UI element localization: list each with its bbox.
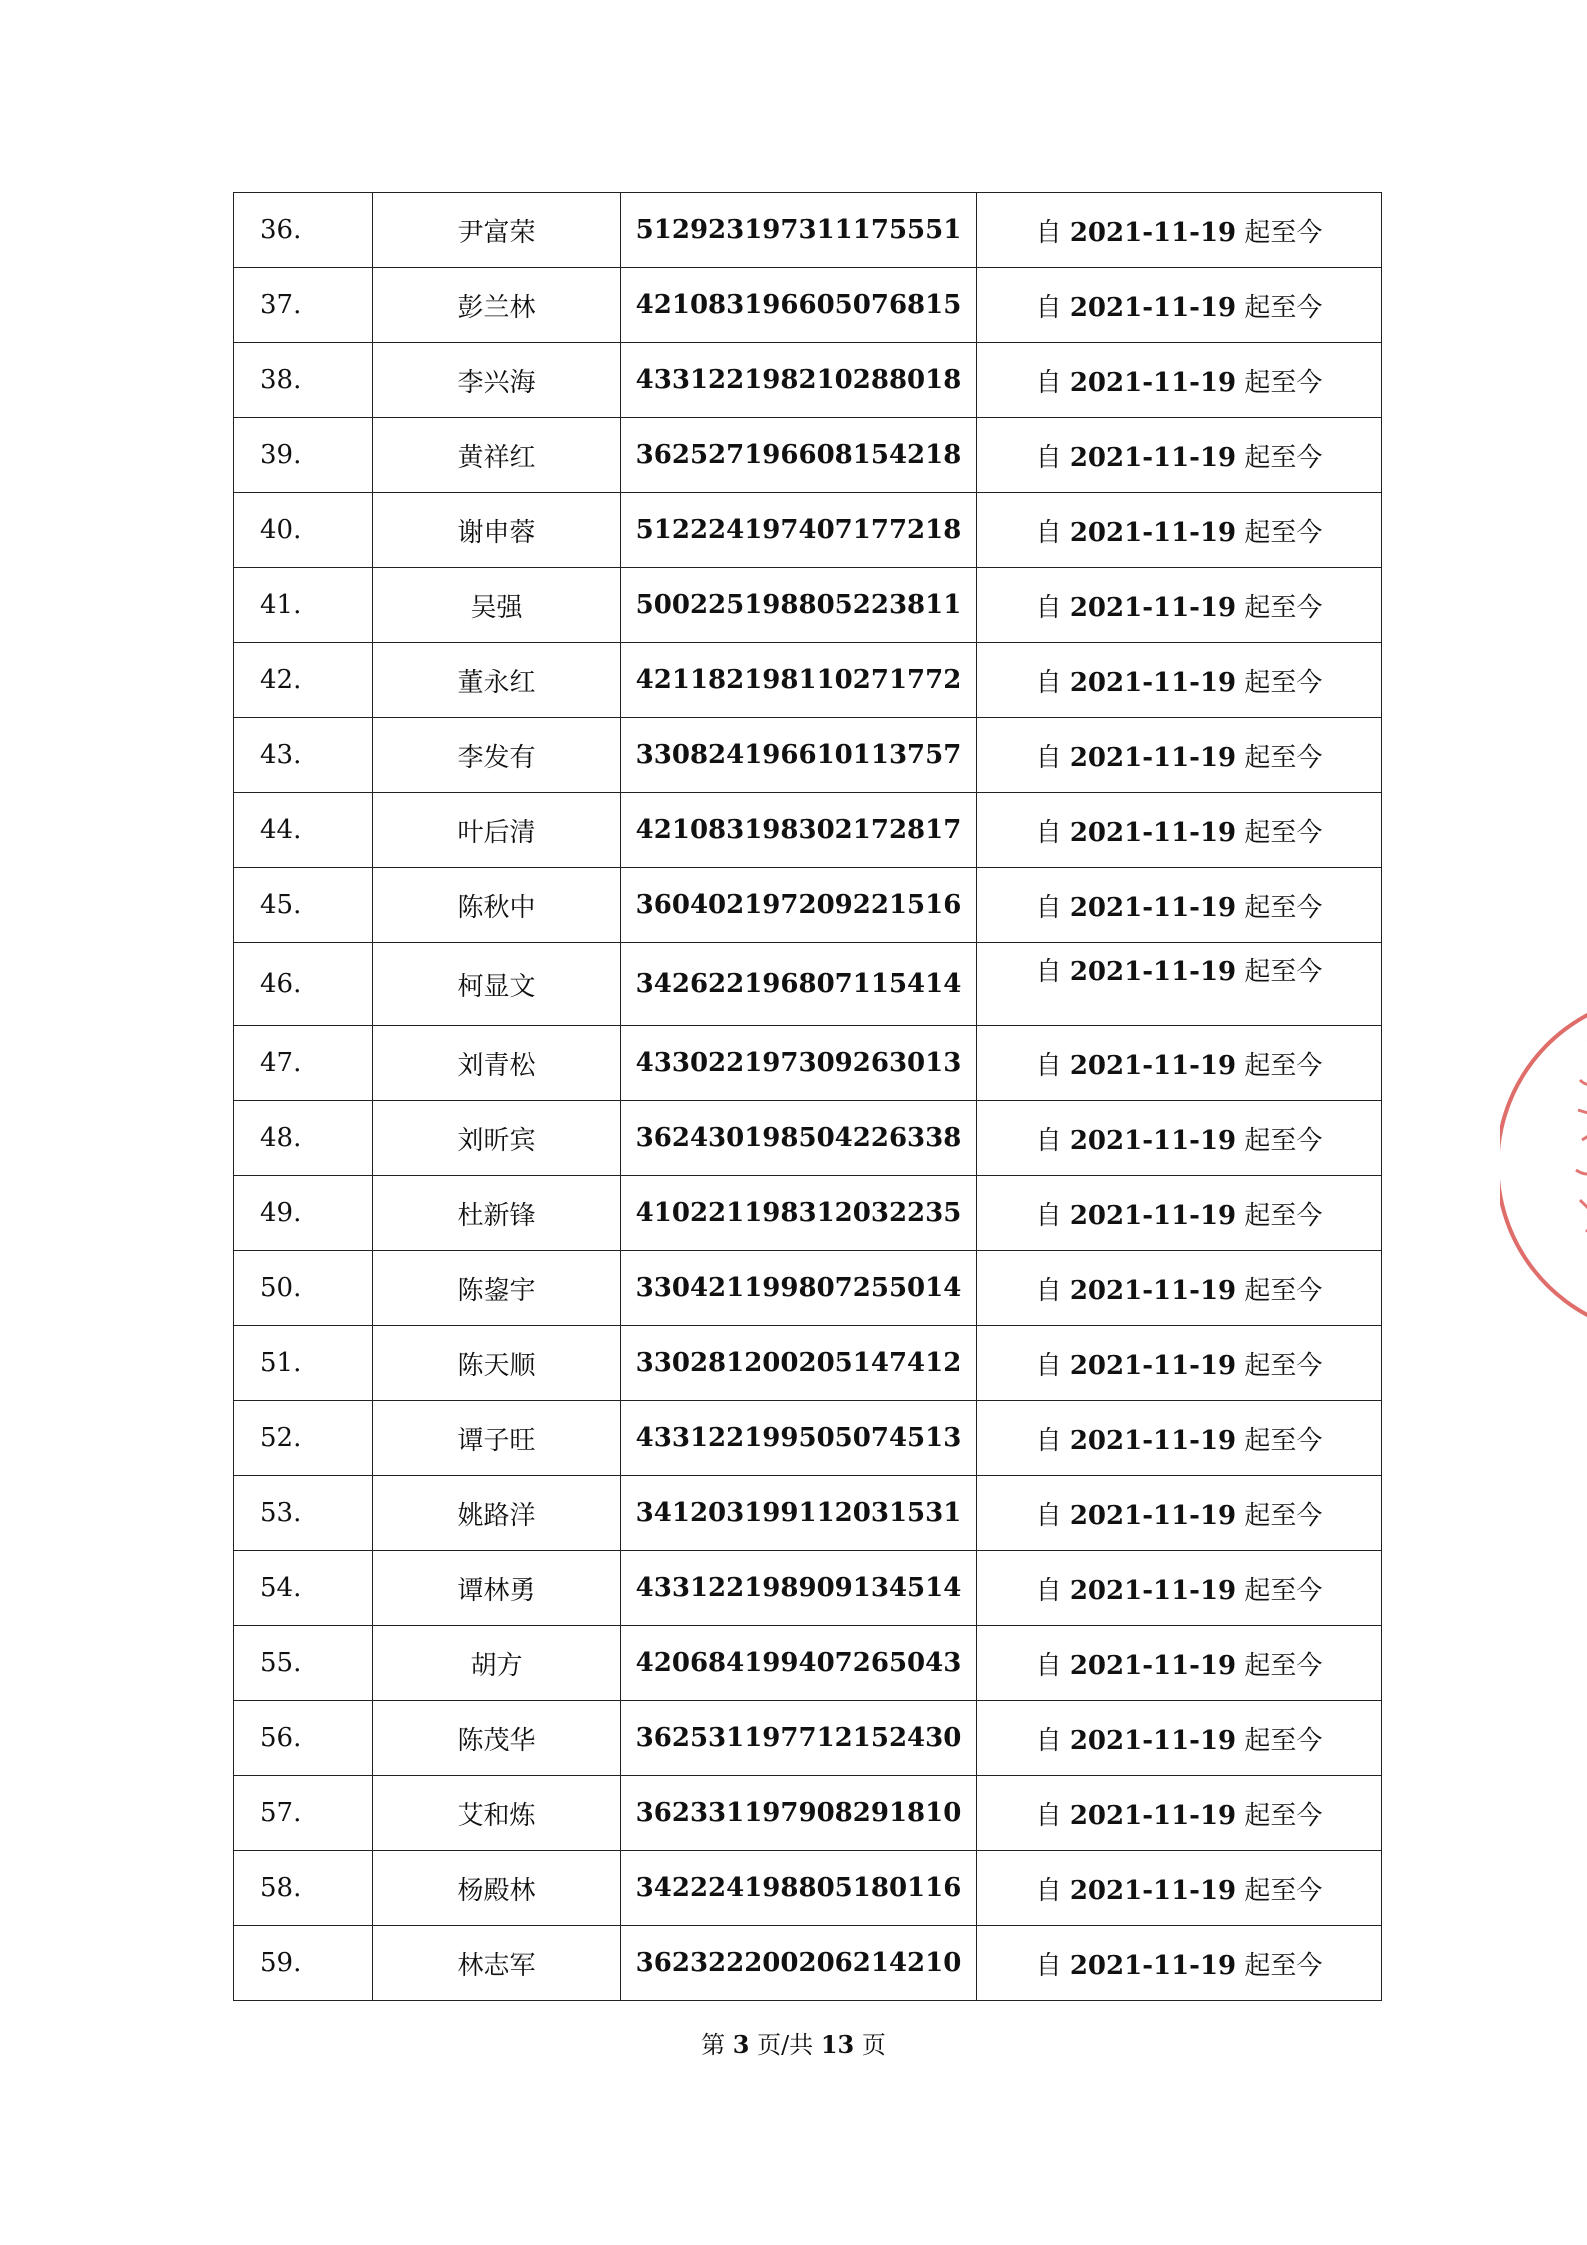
table-row	[234, 1701, 1382, 1776]
person-name: 陈鋆宇	[373, 1251, 621, 1326]
period-suffix: 起至今	[1244, 217, 1323, 248]
period-date: 2021-11-19	[1069, 442, 1237, 473]
id-number: 362322200206214210	[621, 1926, 977, 2001]
period-date: 2021-11-19	[1069, 1800, 1237, 1831]
period-prefix: 自	[1035, 1575, 1062, 1606]
period-suffix: 起至今	[1244, 517, 1323, 548]
person-name: 杨殿林	[373, 1851, 621, 1926]
page-footer	[0, 2025, 1587, 2060]
period-date: 2021-11-19	[1069, 1575, 1237, 1606]
period-date: 2021-11-19	[1069, 1050, 1237, 1081]
period-date: 2021-11-19	[1069, 742, 1237, 773]
person-name: 谢申蓉	[373, 493, 621, 568]
table-row	[234, 568, 1382, 643]
period-cell	[977, 1476, 1382, 1551]
period-suffix: 起至今	[1244, 1875, 1323, 1906]
table-row	[234, 193, 1382, 268]
period-suffix: 起至今	[1244, 1650, 1323, 1681]
row-number: 53.	[234, 1476, 373, 1551]
table-row	[234, 643, 1382, 718]
period-suffix: 起至今	[1244, 1725, 1323, 1756]
table-row	[234, 1626, 1382, 1701]
row-number: 55.	[234, 1626, 373, 1701]
id-number: 433122198210288018	[621, 343, 977, 418]
period-suffix: 起至今	[1244, 1500, 1323, 1531]
period-cell	[977, 1926, 1382, 2001]
table-row	[234, 1251, 1382, 1326]
period-suffix: 起至今	[1244, 1200, 1323, 1231]
id-number: 362430198504226338	[621, 1101, 977, 1176]
period-cell	[977, 493, 1382, 568]
period-date: 2021-11-19	[1069, 292, 1237, 323]
person-name: 柯显文	[373, 943, 621, 1026]
row-number: 44.	[234, 793, 373, 868]
person-name: 陈秋中	[373, 868, 621, 943]
person-name: 陈天顺	[373, 1326, 621, 1401]
period-suffix: 起至今	[1244, 1800, 1323, 1831]
row-number: 36.	[234, 193, 373, 268]
period-prefix: 自	[1035, 1275, 1062, 1306]
period-cell	[977, 1551, 1382, 1626]
period-date: 2021-11-19	[1069, 592, 1237, 623]
table-row	[234, 943, 1382, 1026]
row-number: 57.	[234, 1776, 373, 1851]
person-name: 尹富荣	[373, 193, 621, 268]
period-suffix: 起至今	[1244, 442, 1323, 473]
period-suffix: 起至今	[1244, 1575, 1323, 1606]
row-number: 58.	[234, 1851, 373, 1926]
period-suffix: 起至今	[1244, 1275, 1323, 1306]
period-cell	[977, 1101, 1382, 1176]
period-cell	[977, 1626, 1382, 1701]
person-name: 吴强	[373, 568, 621, 643]
period-cell	[977, 1251, 1382, 1326]
person-name: 谭林勇	[373, 1551, 621, 1626]
period-prefix: 自	[1035, 592, 1062, 623]
table-body	[234, 193, 1382, 2001]
period-date: 2021-11-19	[1069, 667, 1237, 698]
footer-middle: 页/共	[757, 2031, 814, 2059]
period-suffix: 起至今	[1244, 1350, 1323, 1381]
id-number: 342622196807115414	[621, 943, 977, 1026]
period-cell	[977, 868, 1382, 943]
person-name: 刘昕宾	[373, 1101, 621, 1176]
person-name: 胡方	[373, 1626, 621, 1701]
table-row	[234, 1101, 1382, 1176]
id-number: 362531197712152430	[621, 1701, 977, 1776]
table-row	[234, 1476, 1382, 1551]
person-name: 陈茂华	[373, 1701, 621, 1776]
table-row	[234, 418, 1382, 493]
period-date: 2021-11-19	[1069, 1275, 1237, 1306]
person-name: 林志军	[373, 1926, 621, 2001]
row-number: 39.	[234, 418, 373, 493]
row-number: 51.	[234, 1326, 373, 1401]
row-number: 49.	[234, 1176, 373, 1251]
period-prefix: 自	[1035, 892, 1062, 923]
period-cell	[977, 1401, 1382, 1476]
period-prefix: 自	[1035, 1425, 1062, 1456]
row-number: 41.	[234, 568, 373, 643]
row-number: 43.	[234, 718, 373, 793]
id-number: 330421199807255014	[621, 1251, 977, 1326]
table-row	[234, 1776, 1382, 1851]
period-date: 2021-11-19	[1069, 1425, 1237, 1456]
row-number: 50.	[234, 1251, 373, 1326]
row-number: 37.	[234, 268, 373, 343]
period-date: 2021-11-19	[1069, 1725, 1237, 1756]
period-cell	[977, 718, 1382, 793]
person-name: 姚路洋	[373, 1476, 621, 1551]
period-suffix: 起至今	[1244, 367, 1323, 398]
row-number: 46.	[234, 943, 373, 1026]
person-name: 董永红	[373, 643, 621, 718]
period-suffix: 起至今	[1244, 1125, 1323, 1156]
row-number: 38.	[234, 343, 373, 418]
footer-prefix: 第	[701, 2031, 726, 2059]
period-date: 2021-11-19	[1069, 892, 1237, 923]
footer-suffix: 页	[861, 2031, 886, 2059]
period-date: 2021-11-19	[1069, 367, 1237, 398]
person-name: 刘青松	[373, 1026, 621, 1101]
row-number: 59.	[234, 1926, 373, 2001]
row-number: 54.	[234, 1551, 373, 1626]
id-number: 330281200205147412	[621, 1326, 977, 1401]
period-date: 2021-11-19	[1069, 217, 1237, 248]
period-prefix: 自	[1035, 742, 1062, 773]
table-row	[234, 1026, 1382, 1101]
person-name: 艾和炼	[373, 1776, 621, 1851]
period-date: 2021-11-19	[1069, 1500, 1237, 1531]
period-cell	[977, 343, 1382, 418]
period-prefix: 自	[1035, 1125, 1062, 1156]
table-row	[234, 1926, 1382, 2001]
period-cell	[977, 793, 1382, 868]
table-row	[234, 1326, 1382, 1401]
table-row	[234, 718, 1382, 793]
period-cell	[977, 268, 1382, 343]
row-number: 56.	[234, 1701, 373, 1776]
period-prefix: 自	[1035, 957, 1062, 987]
period-suffix: 起至今	[1244, 817, 1323, 848]
period-prefix: 自	[1035, 1500, 1062, 1531]
period-cell	[977, 643, 1382, 718]
period-suffix: 起至今	[1244, 892, 1323, 923]
period-suffix: 起至今	[1244, 1425, 1323, 1456]
table-row	[234, 1176, 1382, 1251]
id-number: 330824196610113757	[621, 718, 977, 793]
period-suffix: 起至今	[1244, 592, 1323, 623]
person-name: 叶后清	[373, 793, 621, 868]
period-prefix: 自	[1035, 442, 1062, 473]
period-cell	[977, 1701, 1382, 1776]
row-number: 52.	[234, 1401, 373, 1476]
period-date: 2021-11-19	[1069, 1950, 1237, 1981]
period-prefix: 自	[1035, 1725, 1062, 1756]
period-cell	[977, 1176, 1382, 1251]
table-row	[234, 1851, 1382, 1926]
period-cell	[977, 193, 1382, 268]
period-cell	[977, 1326, 1382, 1401]
period-prefix: 自	[1035, 217, 1062, 248]
period-suffix: 起至今	[1244, 742, 1323, 773]
period-date: 2021-11-19	[1069, 1350, 1237, 1381]
period-date: 2021-11-19	[1069, 957, 1237, 987]
period-cell	[977, 943, 1382, 1026]
period-prefix: 自	[1035, 367, 1062, 398]
red-seal-stamp	[1500, 1000, 1587, 1330]
period-prefix: 自	[1035, 1350, 1062, 1381]
id-number: 421083196605076815	[621, 268, 977, 343]
row-number: 47.	[234, 1026, 373, 1101]
period-cell	[977, 418, 1382, 493]
row-number: 45.	[234, 868, 373, 943]
person-name: 谭子旺	[373, 1401, 621, 1476]
person-name: 李兴海	[373, 343, 621, 418]
period-prefix: 自	[1035, 517, 1062, 548]
table-row	[234, 343, 1382, 418]
period-date: 2021-11-19	[1069, 817, 1237, 848]
period-prefix: 自	[1035, 817, 1062, 848]
id-number: 421182198110271772	[621, 643, 977, 718]
id-number: 512923197311175551	[621, 193, 977, 268]
period-prefix: 自	[1035, 1650, 1062, 1681]
person-name: 彭兰林	[373, 268, 621, 343]
id-number: 433122198909134514	[621, 1551, 977, 1626]
id-number: 512224197407177218	[621, 493, 977, 568]
period-prefix: 自	[1035, 667, 1062, 698]
id-number: 410221198312032235	[621, 1176, 977, 1251]
period-date: 2021-11-19	[1069, 1200, 1237, 1231]
row-number: 42.	[234, 643, 373, 718]
period-suffix: 起至今	[1244, 957, 1323, 987]
table-row	[234, 868, 1382, 943]
id-number: 341203199112031531	[621, 1476, 977, 1551]
person-name: 杜新锋	[373, 1176, 621, 1251]
id-number: 362331197908291810	[621, 1776, 977, 1851]
period-prefix: 自	[1035, 1950, 1062, 1981]
period-cell	[977, 1776, 1382, 1851]
period-suffix: 起至今	[1244, 1950, 1323, 1981]
period-prefix: 自	[1035, 292, 1062, 323]
period-cell	[977, 568, 1382, 643]
period-cell	[977, 1851, 1382, 1926]
period-suffix: 起至今	[1244, 667, 1323, 698]
period-prefix: 自	[1035, 1200, 1062, 1231]
table-row	[234, 268, 1382, 343]
row-number: 48.	[234, 1101, 373, 1176]
person-name: 李发有	[373, 718, 621, 793]
period-cell	[977, 1026, 1382, 1101]
period-suffix: 起至今	[1244, 292, 1323, 323]
footer-total-pages: 13	[820, 2030, 855, 2059]
id-number: 433122199505074513	[621, 1401, 977, 1476]
table-row	[234, 493, 1382, 568]
period-prefix: 自	[1035, 1050, 1062, 1081]
row-number: 40.	[234, 493, 373, 568]
id-number: 362527196608154218	[621, 418, 977, 493]
period-date: 2021-11-19	[1069, 517, 1237, 548]
period-date: 2021-11-19	[1069, 1650, 1237, 1681]
footer-page-number: 3	[732, 2030, 750, 2059]
period-date: 2021-11-19	[1069, 1125, 1237, 1156]
table-row	[234, 793, 1382, 868]
id-number: 421083198302172817	[621, 793, 977, 868]
period-date: 2021-11-19	[1069, 1875, 1237, 1906]
id-number: 433022197309263013	[621, 1026, 977, 1101]
period-suffix: 起至今	[1244, 1050, 1323, 1081]
id-number: 360402197209221516	[621, 868, 977, 943]
period-prefix: 自	[1035, 1875, 1062, 1906]
id-number: 500225198805223811	[621, 568, 977, 643]
id-number: 342224198805180116	[621, 1851, 977, 1926]
period-prefix: 自	[1035, 1800, 1062, 1831]
table-row	[234, 1551, 1382, 1626]
id-number: 420684199407265043	[621, 1626, 977, 1701]
person-name: 黄祥红	[373, 418, 621, 493]
table-row	[234, 1401, 1382, 1476]
records-table	[233, 192, 1382, 2001]
